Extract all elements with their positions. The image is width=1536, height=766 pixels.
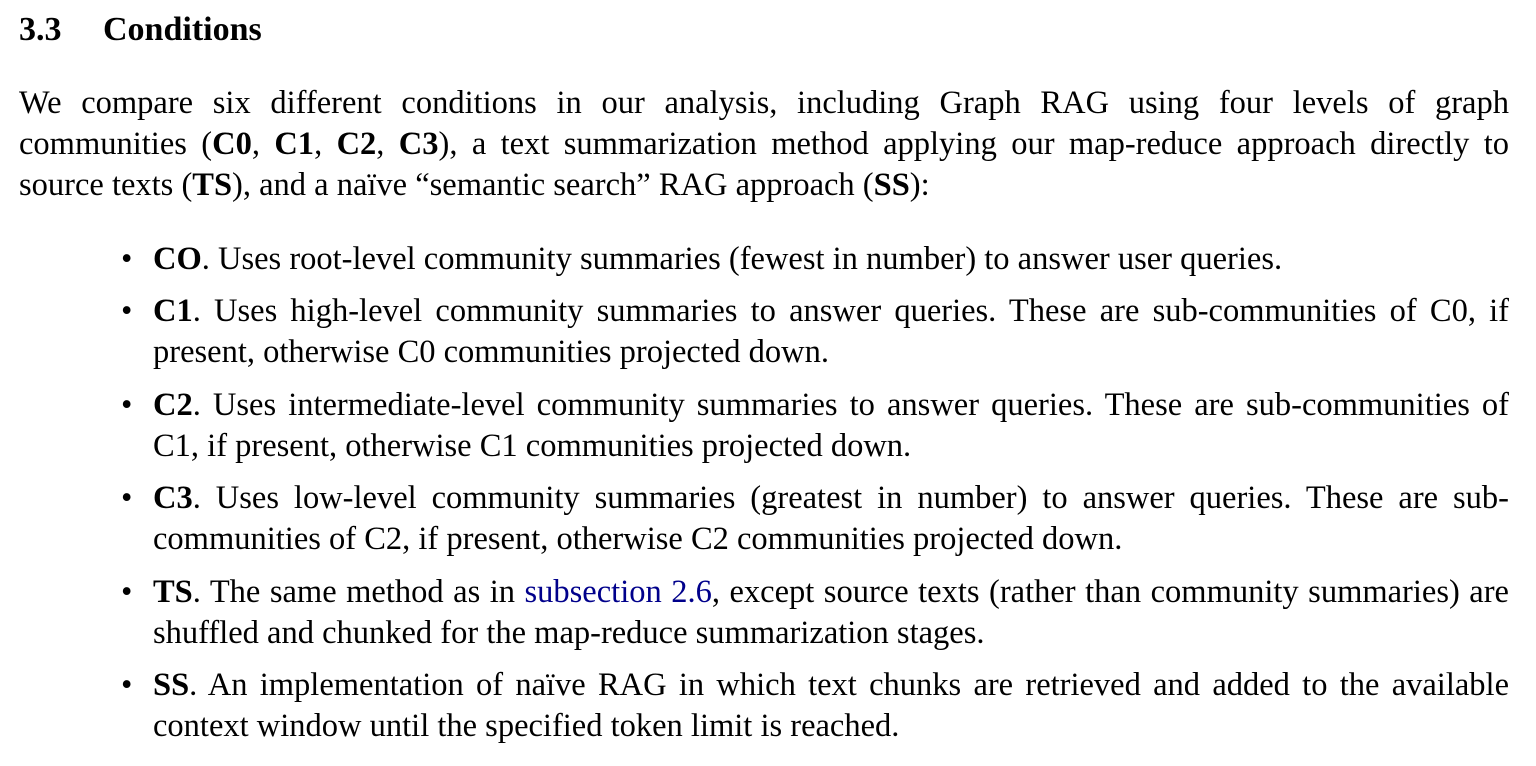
list-item-c3 [121,478,1509,560]
term-c1: C1 [274,126,315,162]
term-c3: C3 [398,126,439,162]
subsection-link[interactable]: subsection 2.6 [524,573,712,610]
section-heading [19,6,1509,50]
condition-text: . Uses high-level community summaries to answer queries. These are sub-communities of C0, if present, otherwise C0 communities projected down. [153,293,1509,370]
condition-label: C3 [153,480,193,516]
separator: , [376,126,399,162]
section-number: 3.3 [19,11,62,48]
bullet-icon: • [121,240,133,277]
list-item-ts [121,572,1509,654]
list-item-ss [121,665,1509,747]
condition-text: . The same method as in [192,573,525,610]
condition-label: C2 [153,386,193,423]
term-c2: C2 [336,126,377,162]
section-title: Conditions [103,11,262,48]
bullet-icon: • [121,480,133,516]
condition-label: C1 [153,293,193,329]
condition-label: CO [153,240,202,277]
separator: , [251,126,275,162]
conditions-list [19,239,1509,748]
intro-text: We compare six different conditions in our analysis, including Graph RAG using four levels of graph communities ( [19,85,1509,162]
term-ts: TS [192,167,233,203]
condition-text: . An implementation of naïve RAG in which text chunks are retrieved and added to the available context window until the specified token limit is reached. [153,667,1509,744]
condition-label: TS [153,573,193,610]
list-item-c2 [121,385,1509,467]
bullet-icon: • [121,386,133,423]
term-ss: SS [873,167,910,203]
separator: , [314,126,337,162]
document-page [0,6,1536,747]
list-item-c1 [121,291,1509,373]
bullet-icon: • [121,573,133,610]
term-c0: C0 [212,126,252,162]
condition-text: . Uses low-level community summaries (greatest in number) to answer queries. These are sub-communities of C2, if present, otherwise C2 communities projected down. [153,480,1509,557]
condition-text: . Uses intermediate-level community summaries to answer queries. These are sub-communities of C1, if present, otherwise C1 communities projected down. [153,386,1509,464]
condition-text: , except source texts (rather than community summaries) are shuffled and chunked for the map-reduce summarization stages. [153,573,1509,651]
intro-text: ), a text summarization method applying our map-reduce approach directly to source texts ( [19,126,1510,203]
condition-text: . Uses root-level community summaries (fewest in number) to answer user queries. [201,240,1283,277]
intro-text: ): [909,167,930,203]
intro-text: ), and a naïve “semantic search” RAG approach ( [232,167,874,203]
intro-paragraph [19,83,1509,206]
bullet-icon: • [121,293,133,329]
bullet-icon: • [121,667,133,703]
condition-label: SS [153,667,190,703]
list-item-c0 [121,239,1509,280]
